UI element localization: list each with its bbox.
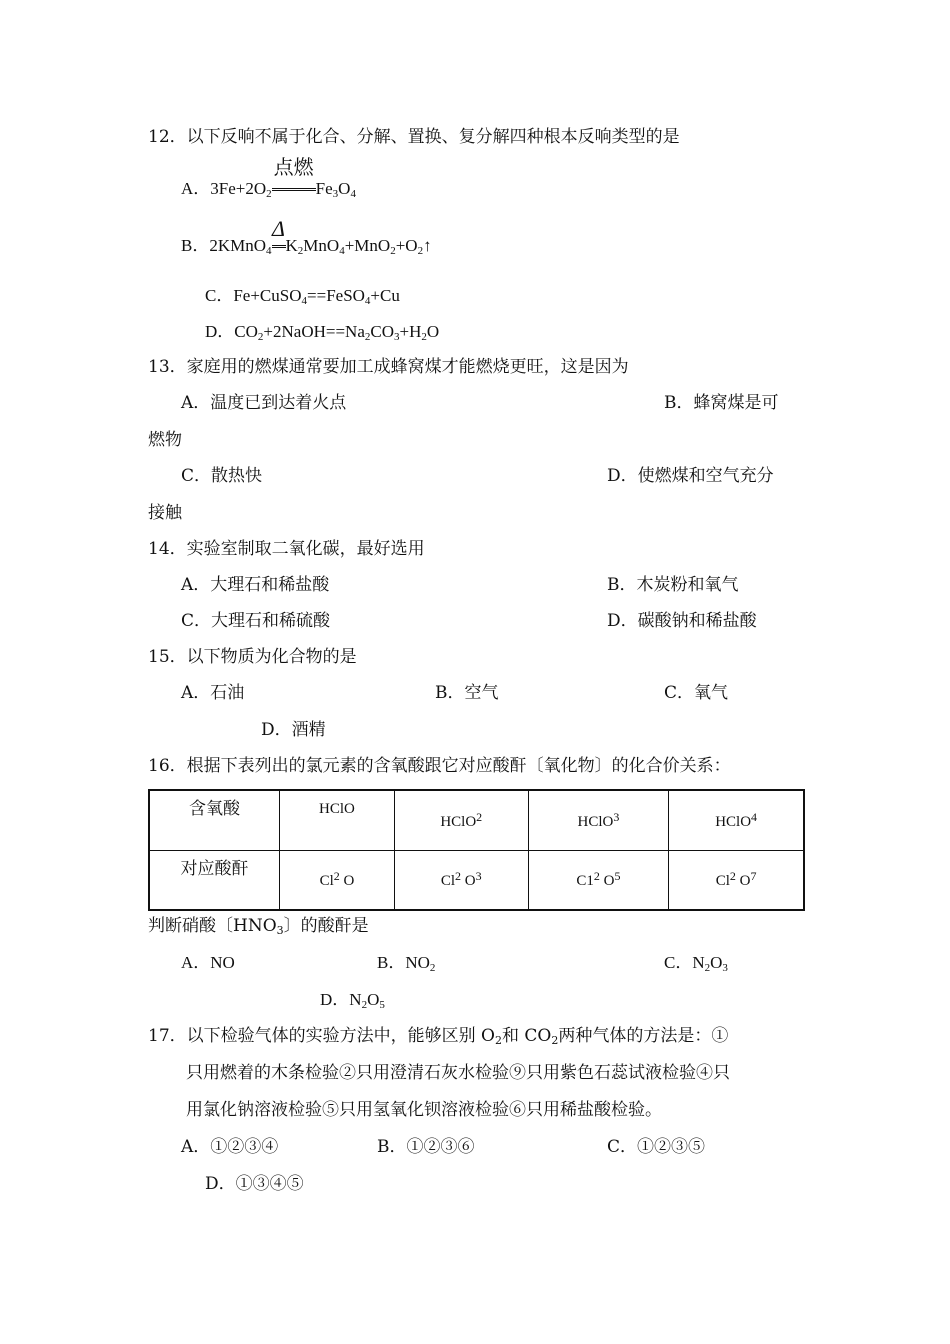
table-cell-anhydride: Cl$^2$ $O^3$ (394, 850, 528, 910)
reaction-condition-heat: Δ (272, 235, 286, 248)
q16-option-d: D．$N_2O_5$ (320, 990, 385, 1011)
table-cell-acid: HClO$^4$ (669, 790, 804, 850)
q16-judge-line: 判断硝酸〔$HNO_3$〕的酸酐是 (148, 916, 369, 937)
table-cell-acid: HClO (280, 790, 395, 850)
q16-option-b: B．$NO_2$ (377, 953, 436, 974)
q15-option-a: A．石油 (181, 683, 245, 703)
q17-option-a: A．①②③④ (181, 1137, 279, 1157)
table-cell-anhydride: Cl$^2$ O (280, 850, 395, 910)
q15-option-b: B．空气 (435, 683, 499, 703)
q13-option-d: D．使燃煤和空气充分 (607, 466, 774, 486)
q17-option-b: B．①②③⑥ (377, 1137, 475, 1157)
q15-stem: 15．以下物质为化合物的是 (148, 647, 357, 667)
q14-option-a: A．大理石和稀盐酸 (181, 575, 330, 595)
table-cell-anhydride: $C1^2$ $O^5$ (528, 850, 669, 910)
q13-option-c: C．散热快 (181, 466, 263, 486)
table-row-anhydrides (149, 850, 804, 910)
q12-stem: 12．以下反响不属于化合、分解、置换、复分解四种根本反响类型的是 (148, 127, 680, 147)
oxyacid-table (148, 789, 805, 911)
q16-option-a: A．NO (181, 953, 235, 972)
q12-option-b: B．2KMnO$_4$ Δ $K_2MnO_4+MnO_2+O_2↑$ (181, 216, 432, 257)
q13-option-b: B．蜂窝煤是可 (664, 393, 779, 413)
q13-option-a: A．温度已到达着火点 (181, 393, 347, 413)
row-header-oxyacid: 含氧酸 (149, 790, 280, 850)
table-cell-acid: HClO$^3$ (528, 790, 669, 850)
reaction-condition-ignite: 点燃 (272, 176, 316, 191)
q16-option-c: C．$N_2O_3$ (664, 953, 728, 974)
q17-stem-line1: 17．以下检验气体的实验方法中，能够区别 $O_2$和 $CO_2$两种气体的方法是：① (148, 1026, 729, 1047)
q17-option-d: D．①③④⑤ (205, 1174, 304, 1194)
q14-stem: 14．实验室制取二氧化碳，最好选用 (148, 539, 425, 559)
q12-option-a: A．$3Fe+2O_2$ 点燃 $Fe_3O_4$ (181, 157, 356, 200)
table-row-acids (149, 790, 804, 850)
q12-option-d: D．$CO_2+2NaOH==Na_2CO_3+H_2O$ (205, 322, 440, 343)
q15-option-d: D．酒精 (261, 720, 326, 740)
q17-stem-line3: 用氯化钠溶液检验⑤只用氢氧化钡溶液检验⑥只用稀盐酸检验。 (186, 1100, 662, 1120)
q16-stem: 16．根据下表列出的氯元素的含氧酸跟它对应酸酐〔氧化物〕的化合价关系： (148, 756, 731, 776)
q15-option-c: C．氧气 (664, 683, 729, 703)
q13-option-b-wrap: 燃物 (148, 430, 182, 450)
row-header-anhydride: 对应酸酐 (149, 850, 280, 910)
q13-stem: 13．家庭用的燃煤通常要加工成蜂窝煤才能燃烧更旺，这是因为 (148, 357, 629, 377)
table-cell-anhydride: Cl$^2$ $O^7$ (669, 850, 804, 910)
q13-option-d-wrap: 接触 (148, 503, 182, 523)
q14-option-b: B．木炭粉和氧气 (607, 575, 739, 595)
q17-option-c: C．①②③⑤ (607, 1137, 706, 1157)
q17-stem-line2: 只用燃着的木条检验②只用澄清石灰水检验⑨只用紫色石蕊试液检验④只 (186, 1063, 730, 1083)
q12-option-c: C．Fe+CuSO$_4$==FeSO$_4$+Cu (205, 286, 400, 307)
table-cell-acid: HClO$^2$ (394, 790, 528, 850)
q14-option-c: C．大理石和稀硫酸 (181, 611, 331, 631)
q14-option-d: D．碳酸钠和稀盐酸 (607, 611, 757, 631)
